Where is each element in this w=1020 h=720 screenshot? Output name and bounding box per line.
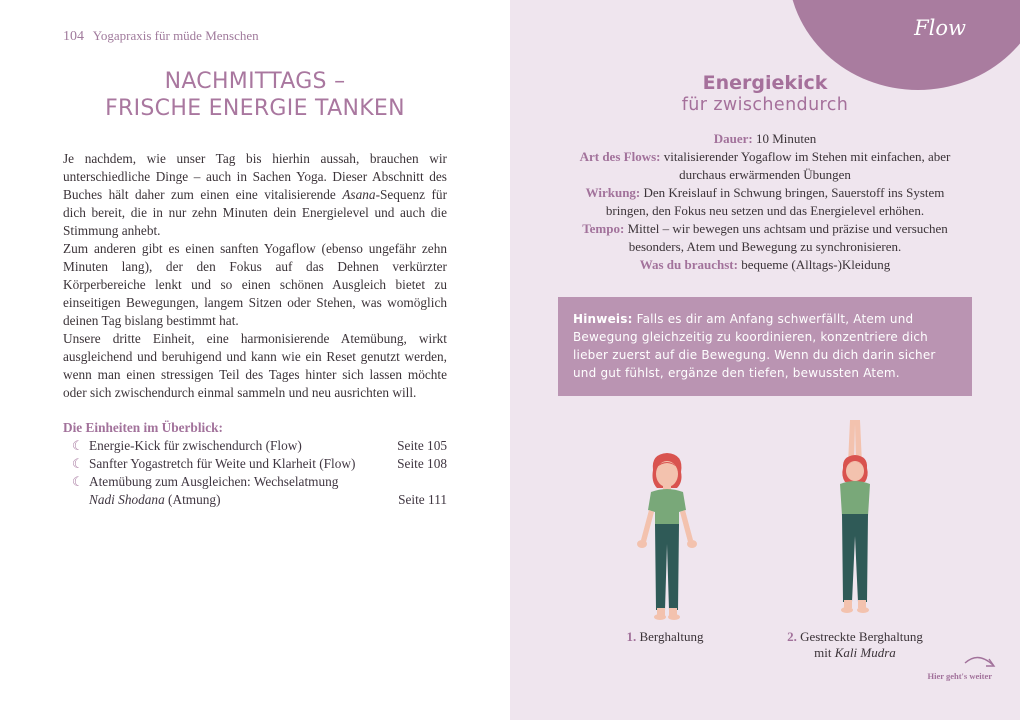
running-title: Yogapraxis für müde Menschen bbox=[92, 28, 259, 43]
moon-icon: ☾ bbox=[72, 438, 84, 453]
running-head bbox=[63, 28, 259, 45]
moon-icon: ☾ bbox=[72, 456, 84, 471]
overview-item-text: Energie-Kick für zwischendurch (Flow) bbox=[89, 438, 302, 453]
info-label: Wirkung: bbox=[585, 185, 641, 200]
extended-mountain-pose-illustration bbox=[828, 418, 882, 623]
caption-text: Gestreckte Berghaltung bbox=[796, 629, 923, 644]
info-flow-type bbox=[570, 148, 960, 184]
breathing-paragraph: Unsere dritte Einheit, eine harmonisierende Atemübung, wirkt ausgleichend und beruhigend und kann wie ein Reset genutzt werden, wenn man einen stressigen Teil des Tages hinter sich lassen möchte oder sich zwischendurch einmal sammeln und neu ausrichten will. bbox=[63, 331, 447, 400]
mountain-pose-illustration bbox=[627, 448, 707, 623]
overview-item-line2: (Atmung) bbox=[164, 492, 221, 507]
chapter-title bbox=[60, 68, 450, 122]
moon-icon: ☾ bbox=[72, 474, 84, 489]
info-effect bbox=[570, 184, 960, 220]
caption-number: 1. bbox=[626, 629, 637, 644]
section-subtitle: für zwischendurch bbox=[681, 95, 849, 115]
nadi-shodana-term: Nadi Shodana bbox=[89, 492, 165, 507]
info-block bbox=[570, 130, 960, 274]
continue-note[interactable]: Hier geht's weiter bbox=[927, 671, 992, 681]
intro-paragraph bbox=[63, 150, 447, 240]
info-value: bequeme (Alltags-)Kleidung bbox=[737, 257, 891, 272]
overview-item bbox=[72, 455, 447, 473]
info-label: Tempo: bbox=[582, 221, 625, 236]
hint-box bbox=[558, 297, 972, 396]
intro-text-part1: Je nachdem, wie unser Tag bis hierhin aussah, brauchen wir unterschiedliche Dinge – auch in Sachen Yoga. Dieser Abschnitt des Buches hält daher zum einen eine vitalisierende bbox=[63, 151, 447, 202]
overview-item-line1: Atemübung zum Ausgleichen: Wechselatmung bbox=[89, 474, 339, 489]
flow-tag: Flow bbox=[914, 16, 966, 40]
section-title: Energiekick bbox=[702, 72, 828, 94]
right-page bbox=[510, 0, 1020, 720]
overview-item-page: Seite 105 bbox=[397, 438, 447, 453]
info-tempo bbox=[570, 220, 960, 256]
caption-text: Berghaltung bbox=[636, 629, 704, 644]
info-value: vitalisierender Yogaflow im Stehen mit einfachen, aber durchaus erwärmenden Übungen bbox=[660, 149, 951, 182]
flow-paragraph: Zum anderen gibt es einen sanften Yogaflow (ebenso ungefähr zehn Minuten lang), der den Fokus auf das Dehnen verkürzter Körperbereiche lenkt und so einen schönen Ausgleich bietet zu einseitigen Bewegungen, langem Sitzen oder Stehen, was womöglich deinen Tag bislang bestimmt hat. bbox=[63, 241, 447, 328]
info-value: Mittel – wir bewegen uns achtsam und präzise und versuchen besonders, Atem und Bewegung zu synchronisieren. bbox=[624, 221, 948, 254]
info-label: Dauer: bbox=[713, 131, 753, 146]
info-label: Art des Flows: bbox=[579, 149, 661, 164]
overview-item bbox=[72, 437, 447, 455]
intro-text-part2: -Sequenz für dich bereit, die in nur zehn Minuten dein Energielevel und auch die Stimmung anhebt. bbox=[63, 187, 448, 238]
chapter-title-line1: NACHMITTAGS – bbox=[164, 69, 346, 94]
page-number: 104 bbox=[63, 29, 84, 44]
asana-term: Asana bbox=[342, 187, 376, 202]
caption-line2-prefix: mit bbox=[814, 645, 835, 660]
info-label: Was du brauchst: bbox=[639, 257, 738, 272]
caption-number: 2. bbox=[787, 629, 797, 644]
overview-heading: Die Einheiten im Überblick: bbox=[63, 420, 223, 435]
curved-arrow-icon bbox=[962, 653, 998, 673]
overview-item-page: Seite 108 bbox=[397, 456, 447, 471]
overview-item-text bbox=[89, 473, 387, 509]
info-needs bbox=[570, 256, 960, 274]
chapter-title-line2: FRISCHE ENERGIE TANKEN bbox=[105, 96, 405, 121]
overview-item-page: Seite 111 bbox=[398, 492, 447, 507]
info-value: Den Kreislauf in Schwung bringen, Sauerstoff ins System bringen, den Fokus neu setzen und das Energielevel erhöhen. bbox=[605, 185, 945, 218]
overview-list bbox=[72, 437, 447, 509]
kali-mudra-term: Kali Mudra bbox=[834, 645, 896, 660]
overview-item bbox=[72, 473, 447, 509]
caption-mountain-pose bbox=[610, 629, 720, 645]
hint-label: Hinweis: bbox=[573, 312, 633, 326]
overview-item-text: Sanfter Yogastretch für Weite und Klarheit (Flow) bbox=[89, 456, 356, 471]
info-duration bbox=[570, 130, 960, 148]
caption-extended-mountain-pose bbox=[770, 629, 940, 661]
info-value: 10 Minuten bbox=[752, 131, 817, 146]
hint-text: Falls es dir am Anfang schwerfällt, Atem und Bewegung gleichzeitig zu koordinieren, konzentriere dich lieber zuerst auf die Bewegung. Wenn du dich darin sicher und gut fühlst, ergänze den tiefen, bewussten Atem. bbox=[573, 312, 936, 380]
